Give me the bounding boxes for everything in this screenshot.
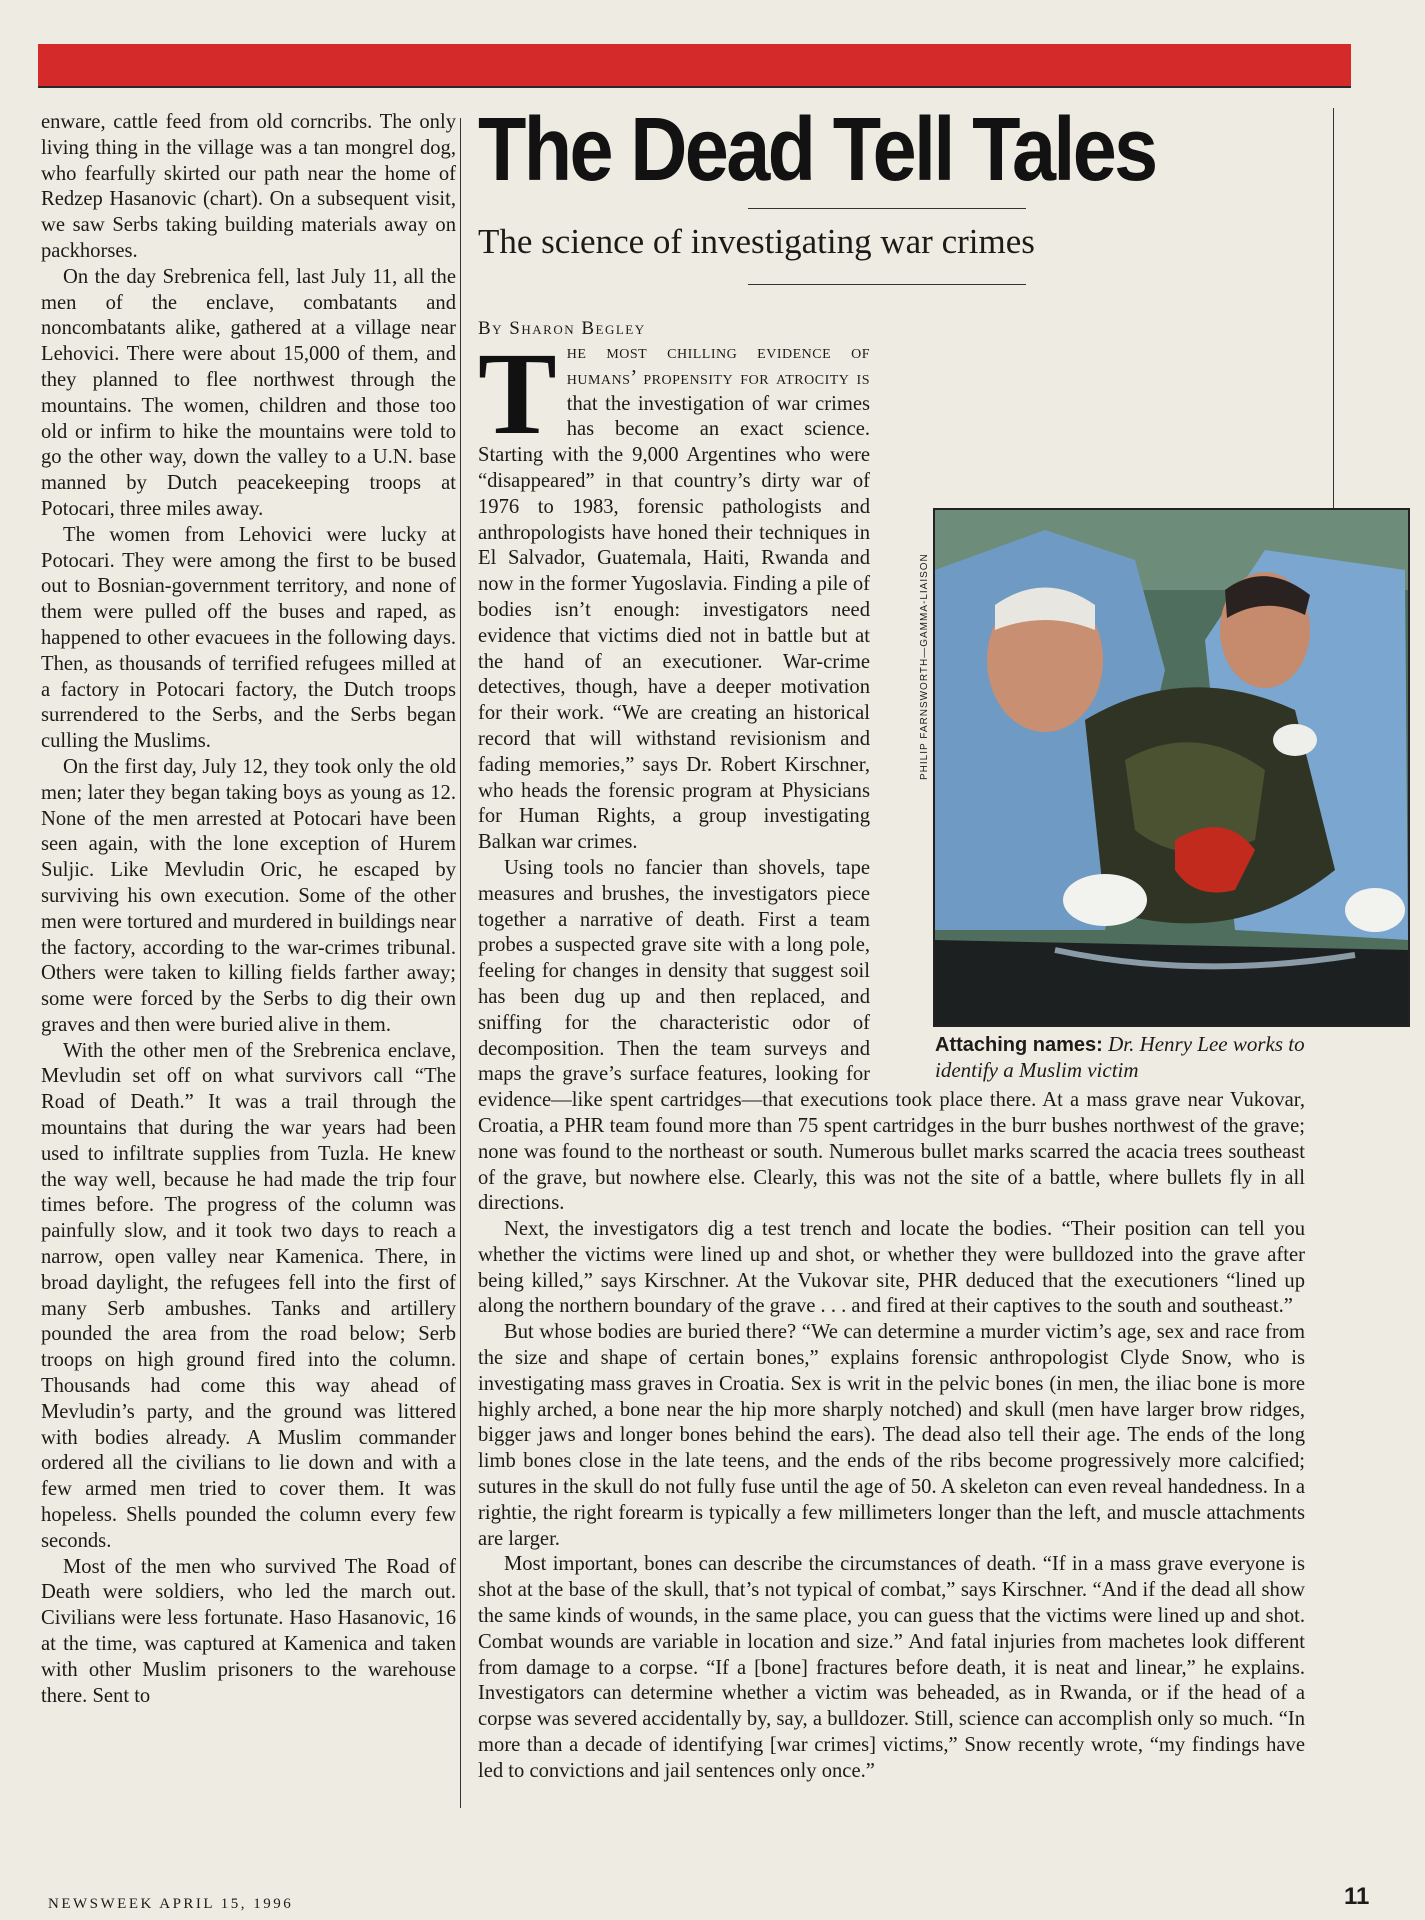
article-paragraph: Next, the investigators dig a test trench and locate the bodies. “Their position can tell you whether the victims were lined up and shot, or whether they were bulldozed into the grave after being killed,” says Kirschner. At the Vukovar site, PHR deduced that the executioners “lined up along the northern boundary of the grave . . . and fired at their captives to the south and southeast.” xyxy=(478,1218,1305,1318)
left-paragraph: On the day Srebrenica fell, last July 11, all the men of the enclave, combatants and noncombatants alike, gathered at a village near Lehovici. There were about 15,000 of them, and they planned to flee northwest through the mountains. The women, children and those too old or infirm to hike the mountains were told to go the other way, down the valley to a U.N. base manned by Dutch peacekeeping troops at Potocari, three miles away. xyxy=(41,265,456,520)
lead-in: he most chilling evidence of humans’ propensity for atrocity is xyxy=(566,341,870,389)
article-paragraph: But whose bodies are buried there? “We can determine a murder victim’s age, sex and race from the size and shape of certain bones,” explains forensic anthropologist Clyde Snow, who is investigating mass graves in Croatia. Sex is writ in the pelvic bones (in men, the iliac bone is more highly arched, a bone near the hip more sharply notched) and skull (men have larger brow ridges, bigger jaws and longer bones behind the ears). The dead also tell their age. The ends of the long limb bones close in the late teens, and the ends of the ribs become progressively more calcified; sutures in the skull do not fully fuse until the age of 50. A skeleton can even reveal handedness. In a rightie, the right forearm is typically a few millimeters longer than the left, and muscle attachments are larger. xyxy=(478,1321,1305,1550)
article-subhead: The science of investigating war crimes xyxy=(478,222,1035,261)
left-column-text xyxy=(41,110,456,1850)
left-paragraph: The women from Lehovici were lucky at Potocari. They were among the first to be bused out to Bosnian-government territory, and none of them were pulled off the buses and raped, as happened to other evacuees in the following days. Then, as thousands of terrified refugees milled at a factory in Potocari factory, the Dutch troops surrendered to the Serbs, and the Serbs began culling the Muslims. xyxy=(41,523,456,753)
right-column-divider xyxy=(1333,108,1334,538)
article-paragraph: Most important, bones can describe the circumstances of death. “If in a mass grave everyone is shot at the base of the skull, that’s not typical of combat,” says Kirschner. “And if the dead all show the same kinds of wounds, in the same place, you can guess that the victims were lined up and shot. Combat wounds are variable in location and size.” And fatal injuries from machetes look different from damage to a corpse. “If a [bone] fractures before death, it is neat and linear,” he explains. Investigators can determine whether a victim was beheaded, as in Rwanda, or if the head of a corpse was severed accidentally by, say, a bulldozer. Still, science can accomplish only so much. “In more than a decade of identifying [war crimes] victims,” Snow recently wrote, “my findings have led to convictions and jail sentences only once.” xyxy=(478,1553,1305,1782)
subhead-underline xyxy=(748,284,1026,285)
left-paragraph: enware, cattle feed from old corncribs. The only living thing in the village was a tan mongrel dog, who fearfully skirted our path near the home of Redzep Hasanovic (chart). On a subsequent visit, we saw Serbs taking building materials away on packhorses. xyxy=(41,111,456,262)
byline xyxy=(478,318,646,340)
headline-underline xyxy=(748,208,1026,209)
photo-caption xyxy=(935,1032,1315,1083)
column-divider xyxy=(460,118,461,1808)
page-footer: NEWSWEEK APRIL 15, 1996 xyxy=(48,1896,294,1912)
top-rule xyxy=(38,86,1351,88)
article-headline: The Dead Tell Tales xyxy=(478,100,1156,200)
article-paragraph: Using tools no fancier than shovels, tape measures and brushes, the investigators piece together a narrative of death. First a team probes a suspected grave site with a long pole, feeling for changes in density that suggest soil has been dug up and then replaced, and sniffing for the characteristic odor of decomposition. Then the team surveys and maps the grave’s surface features, looking for evidence—like spent cartridges—that executions took place there. At a mass grave near Vukovar, Croatia, a PHR team found more than 75 spent cartridges in the burr bushes northwest of the grave; none was found to the northeast or south. Numerous bullet marks scarred the acacia trees southeast of the grave, but nowhere else. Clearly, this was not the site of a battle, where bullets fly in all directions. xyxy=(478,856,1305,1215)
photo-credit: PHILIP FARNSWORTH—GAMMA-LIAISON xyxy=(919,553,930,780)
page-number: 11 xyxy=(1344,1883,1370,1910)
left-paragraph: Most of the men who survived The Road of Death were soldiers, who led the march out. Civilians were less fortunate. Haso Hasanovic, 16 at the time, was captured at Kamenica and taken with other Muslim prisoners to the warehouse there. Sent to xyxy=(41,1555,456,1707)
forensic-photo xyxy=(933,508,1410,1027)
left-paragraph: On the first day, July 12, they took only the old men; later they began taking boys as young as 12. None of the men arrested at Potocari have been seen again, with the lone exception of Hurem Suljic. Like Mevludin Oric, he escaped by surviving his own execution. Some of the other men were tortured and murdered in buildings near the factory, according to the war-crimes tribunal. Others were taken to killing fields farther away; some were forced by the Serbs to dig their own graves and then were buried alive in them. xyxy=(41,755,456,1036)
drop-cap: T xyxy=(478,340,557,459)
caption-text: Dr. Henry Lee works to identify a Muslim victim xyxy=(935,1032,1305,1082)
photo-illustration xyxy=(935,510,1408,1025)
left-paragraph: With the other men of the Srebrenica enclave, Mevludin set off on what survivors call “The Road of Death.” It was a trail through the mountains that during the war years had been used to infiltrate supplies from Tuzla. He knew the way well, because he had made the trip four times before. The progress of the column was painfully slow, and it took two days to reach a narrow, open valley near Kamenica. There, in broad daylight, the refugees fell into the first of many Serb ambushes. Tanks and artillery pounded the area from the road below; Serb troops on high ground fired into the column. Thousands had come this way ahead of Mevludin’s party, and the ground was littered with bodies already. A Muslim commander ordered all the civilians to lie down and with a few armed men tried to cover them. It was hopeless. Shells pounded the column every few seconds. xyxy=(41,1039,456,1552)
caption-label: Attaching names: xyxy=(935,1034,1103,1056)
top-accent-bar xyxy=(38,44,1351,86)
first-paragraph-text: that the investigation of war crimes has become an exact science. Starting with the 9,000 Argentines who were “disappeared” in that country’s dirty war of 1976 to 1983, forensic pathologists and anthropologists have honed their techniques in El Salvador, Guatemala, Haiti, Rwanda and now in the former Yugoslavia. Finding a pile of bodies isn’t enough: investigators need evidence that victims died not in battle but at the hand of an executioner. War-crime detectives, though, have a deeper motivation for their work. “We are creating an historical record that will withstand revisionism and fading memories,” says Dr. Robert Kirschner, who heads the forensic program at Physicians for Human Rights, a group investigating Balkan war crimes. xyxy=(478,392,870,854)
byline-text: By Sharon Begley xyxy=(478,318,646,339)
